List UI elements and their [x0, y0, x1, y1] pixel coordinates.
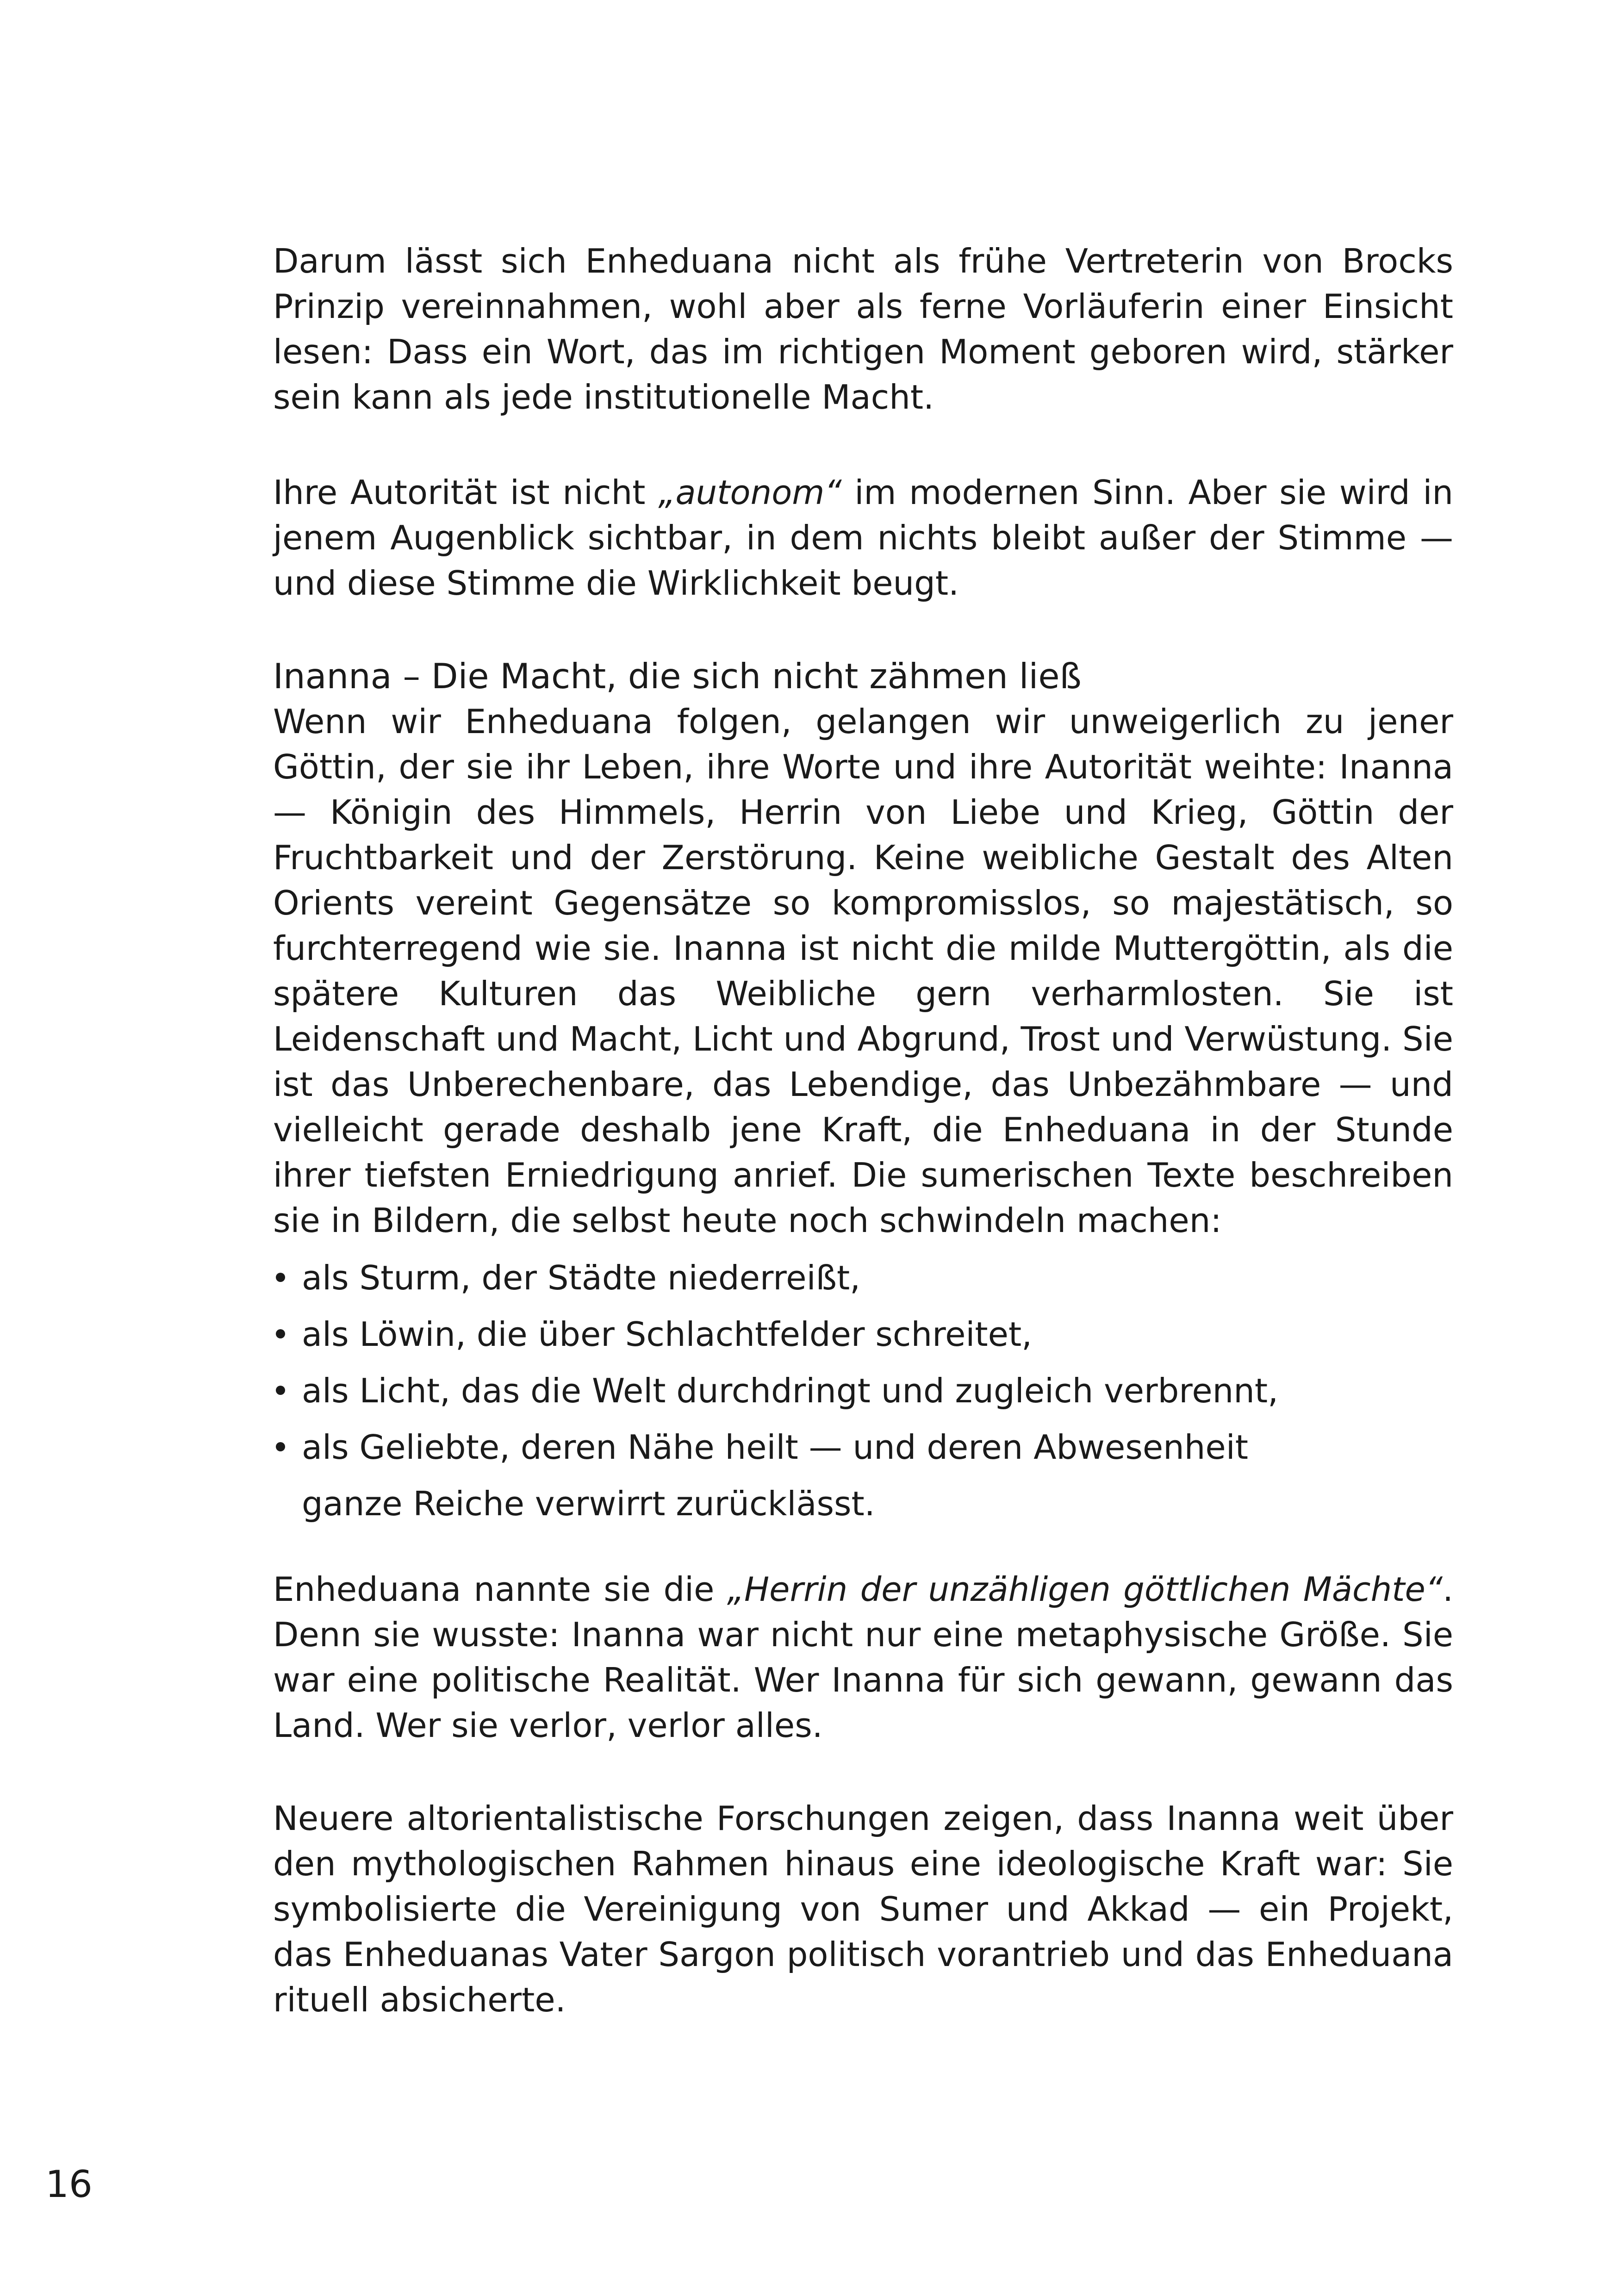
paragraph-autonomy-start: Ihre Autorität ist nicht	[273, 473, 659, 512]
paragraph-inanna-intro: Wenn wir Enheduana folgen, gelangen wir unweigerlich zu jener Göttin, der sie ihr Leben, ihre Worte und ihre Autorität weihte: Inanna — Königin des Himmels, Herrin von Liebe und Krieg, Göttin der Fruchtbarkeit und der Zerstörung. Keine weibliche Gestalt des Alten Orients vereint Gegensätze so kompromisslos, so majestätisch, so furchterregend wie sie. Inanna ist nicht die milde Muttergöttin, als die spätere Kulturen das Weibliche gern verharmlosten. Sie ist Leidenschaft und Macht, Licht und Abgrund, Trost und Verwüstung. Sie ist das Unberechenbare, das Lebendige, das Unbezähmbare — und vielleicht gerade deshalb jene Kraft, die Enheduana in der Stunde ihrer tiefsten Erniedrigung anrief. Die sumerischen Texte beschreiben sie in Bildern, die selbst heute noch schwindeln machen:	[273, 702, 1453, 1240]
list-item: als Löwin, die über Schlachtfelder schreitet,	[273, 1306, 1453, 1363]
inanna-image-list	[273, 1250, 1453, 1532]
list-item: als Geliebte, deren Nähe heilt — und deren Abwesenheit ganze Reiche verwirrt zurücklässt.	[273, 1419, 1453, 1532]
bullet-icon	[276, 1386, 285, 1395]
list-item-continuation: ganze Reiche verwirrt zurücklässt.	[302, 1484, 875, 1523]
paragraph-herrin-end: . Denn sie wusste: Inanna war nicht nur eine metaphysische Größe. Sie war eine politische Realität. Wer Inanna für sich gewann, gewann das Land. Wer sie verlor, verlor alles.	[273, 1570, 1453, 1745]
paragraph-herrin-start: Enheduana nannte sie die	[273, 1570, 727, 1609]
herrin-quote: „Herrin der unzähligen göttlichen Mächte“	[727, 1570, 1443, 1609]
bullet-icon	[276, 1329, 285, 1338]
paragraph-brocks-principle: Darum lässt sich Enheduana nicht als frühe Vertreterin von Brocks Prinzip vereinnahmen, wohl aber als ferne Vorläuferin einer Einsicht lesen: Dass ein Wort, das im richtigen Moment geboren wird, stärker sein kann als jede institutionelle Macht.	[273, 242, 1453, 417]
bullet-icon	[276, 1273, 285, 1282]
autonom-quote: „autonom“	[658, 473, 842, 512]
paragraph-research: Neuere altorientalistische Forschungen zeigen, dass Inanna weit über den mythologischen Rahmen hinaus eine ideologische Kraft war: Sie symbolisierte die Vereinigung von Sumer und Akkad — ein Projekt, das Enheduanas Vater Sargon politisch vorantrieb und das Enheduana rituell absicherte.	[273, 1799, 1453, 2019]
list-item: als Sturm, der Städte niederreißt,	[273, 1250, 1453, 1306]
paragraph-autonomy	[273, 470, 1453, 606]
paragraph-herrin	[273, 1567, 1453, 1748]
section-heading: Inanna – Die Macht, die sich nicht zähmen ließ	[273, 656, 1082, 697]
page-number: 16	[45, 2163, 93, 2206]
list-item: als Licht, das die Welt durchdringt und zugleich verbrennt,	[273, 1363, 1453, 1419]
bullet-icon	[276, 1442, 285, 1451]
paragraph-autonomy-end: im modernen Sinn. Aber sie wird in jenem Augenblick sichtbar, in dem nichts bleibt außer der Stimme — und diese Stimme die Wirklichkeit beugt.	[273, 473, 1454, 603]
